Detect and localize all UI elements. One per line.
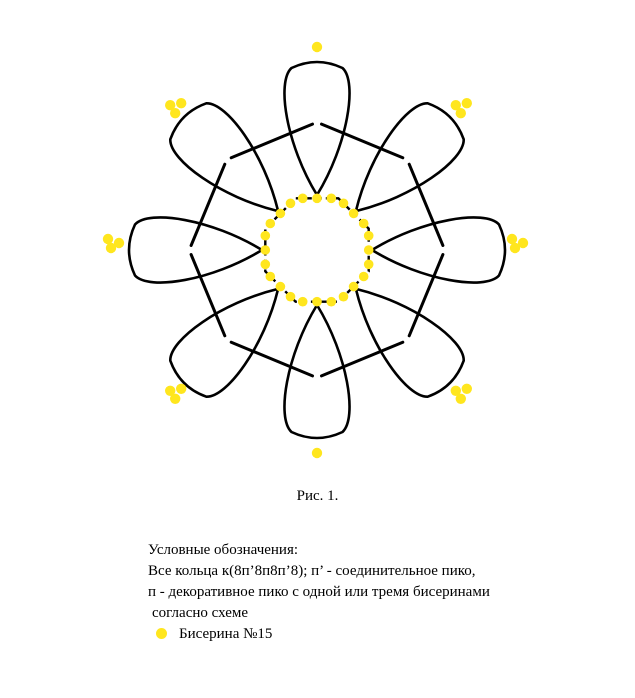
bead-tip-7-3 xyxy=(114,238,124,248)
legend-bead-row xyxy=(148,624,490,645)
bead-center-12 xyxy=(298,297,308,307)
chain-4 xyxy=(322,342,403,376)
bead-center-6 xyxy=(364,260,374,270)
chain-6 xyxy=(191,255,225,336)
chain-8 xyxy=(231,124,312,158)
bead-center-14 xyxy=(276,282,286,292)
bead-tip-3-2 xyxy=(507,234,517,244)
bead-tip-8-3 xyxy=(170,108,180,118)
bead-center-9 xyxy=(339,292,349,302)
legend-line-rings: Все кольца к(8п’8п8п’8); п’ - соединительное пико, xyxy=(148,563,476,579)
bead-center-22 xyxy=(298,194,308,204)
legend xyxy=(148,540,490,645)
bead-tip-3-3 xyxy=(518,238,528,248)
bead-center-5 xyxy=(364,245,374,255)
chain-7 xyxy=(191,164,225,245)
ring-8 xyxy=(170,103,278,211)
bead-tip-6-2 xyxy=(176,384,186,394)
bead-center-4 xyxy=(364,231,374,241)
chain-2 xyxy=(409,164,443,245)
chain-5 xyxy=(231,342,312,376)
bead-center-11 xyxy=(312,297,322,307)
bead-center-17 xyxy=(261,245,271,255)
bead-tip-2-2 xyxy=(462,98,472,108)
chain-1 xyxy=(322,124,403,158)
bead-tip-5 xyxy=(312,448,322,458)
legend-line-picots: п - декоративное пико с одной или тремя бисеринами xyxy=(148,584,490,600)
bead-tip-7-2 xyxy=(103,234,113,244)
ring-7 xyxy=(129,217,262,282)
legend-heading: Условные обозначения: xyxy=(148,542,299,558)
bead-center-20 xyxy=(276,209,286,219)
bead-center-7 xyxy=(359,272,369,282)
bead-center-16 xyxy=(261,260,271,270)
bead-tip-2-3 xyxy=(456,108,466,118)
bead-center-10 xyxy=(327,297,337,307)
ring-4 xyxy=(356,289,464,397)
bead-center-23 xyxy=(312,194,322,204)
ring-2 xyxy=(356,103,464,211)
bead-center-13 xyxy=(286,292,296,302)
bead-tip-8-2 xyxy=(176,98,186,108)
bead-center-2 xyxy=(349,209,359,219)
ring-group xyxy=(129,62,505,438)
bead-center-19 xyxy=(266,219,276,229)
bead-tip-4-2 xyxy=(462,384,472,394)
bead-center-21 xyxy=(286,199,296,209)
bead-center-1 xyxy=(339,199,349,209)
bead-group xyxy=(103,42,528,458)
ring-3 xyxy=(372,217,505,282)
ring-6 xyxy=(170,289,278,397)
figure-caption: Рис. 1. xyxy=(296,488,339,504)
bead-center-15 xyxy=(266,272,276,282)
bead-tip-4-3 xyxy=(456,394,466,404)
legend-bead-label: Бисерина №15 xyxy=(179,626,273,642)
chain-3 xyxy=(409,255,443,336)
bead-center-8 xyxy=(349,282,359,292)
bead-tip-6-3 xyxy=(170,394,180,404)
ring-5 xyxy=(284,305,349,438)
bead-tip-1 xyxy=(312,42,322,52)
bead-icon xyxy=(156,628,167,639)
chain-group xyxy=(191,124,443,376)
bead-center-3 xyxy=(359,219,369,229)
bead-center-24 xyxy=(327,194,337,204)
legend-line-scheme: согласно схеме xyxy=(152,605,249,621)
bead-center-18 xyxy=(261,231,271,241)
ring-1 xyxy=(284,62,349,195)
